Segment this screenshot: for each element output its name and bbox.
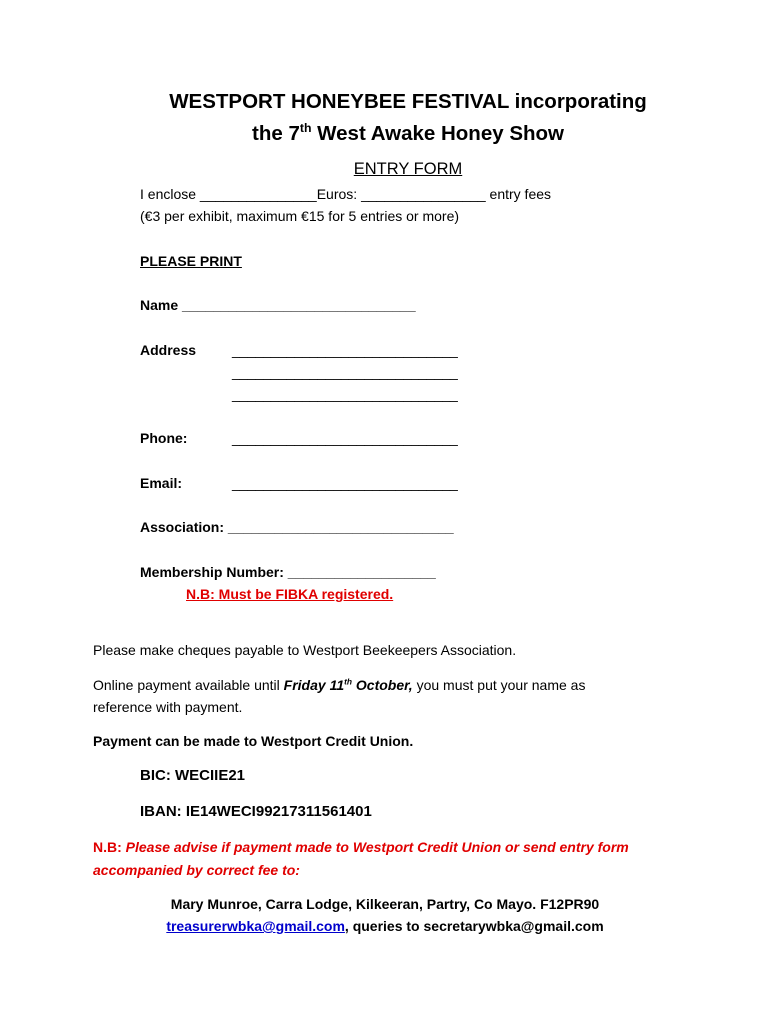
credit-union-note: Payment can be made to Westport Credit Union. bbox=[93, 733, 414, 749]
title-line-2 bbox=[0, 122, 770, 146]
advise-nb: N.B: bbox=[93, 839, 122, 855]
iban-code: IBAN: IE14WECI99217311561401 bbox=[140, 803, 372, 820]
cheques-note: Please make cheques payable to Westport Beekeepers Association. bbox=[93, 642, 517, 658]
contact-line bbox=[0, 918, 770, 934]
entry-form-heading: ENTRY FORM bbox=[353, 160, 463, 178]
email-field[interactable]: _____________________________ bbox=[232, 475, 458, 491]
fibka-note: N.B: Must be FIBKA registered. bbox=[186, 586, 394, 602]
title-line-2-pre: the 7 bbox=[252, 122, 300, 145]
address-line-3[interactable]: _____________________________ bbox=[232, 386, 458, 402]
title-superscript: th bbox=[299, 121, 312, 136]
advise-text: Please advise if payment made to Westport Credit Union or send entry form bbox=[121, 839, 629, 855]
online-date-pre: Friday 11 bbox=[283, 677, 345, 693]
online-date-superscript: th bbox=[344, 676, 353, 687]
queries-text: , queries to secretarywbka@gmail.com bbox=[344, 918, 604, 934]
name-field[interactable]: Name ______________________________ bbox=[140, 297, 416, 313]
online-date bbox=[284, 677, 413, 693]
online-payment-line-2: reference with payment. bbox=[93, 699, 243, 715]
treasurer-email-link[interactable]: treasurerwbka@gmail.com bbox=[166, 918, 345, 934]
email-label: Email: bbox=[140, 475, 183, 491]
address-label: Address bbox=[140, 342, 197, 358]
title-line-2-post: West Awake Honey Show bbox=[311, 122, 564, 145]
bic-code: BIC: WECIIE21 bbox=[140, 767, 246, 784]
online-pre: Online payment available until bbox=[93, 677, 284, 693]
address-line-2[interactable]: _____________________________ bbox=[232, 364, 458, 380]
online-post: you must put your name as bbox=[412, 677, 586, 693]
phone-field[interactable]: _____________________________ bbox=[232, 430, 458, 446]
please-print-heading: PLEASE PRINT bbox=[140, 253, 242, 269]
postal-address: Mary Munroe, Carra Lodge, Kilkeeran, Partry, Co Mayo. F12PR90 bbox=[170, 896, 600, 912]
association-field[interactable]: Association: _____________________________ bbox=[140, 519, 454, 535]
membership-number-field[interactable]: Membership Number: ___________________ bbox=[140, 564, 436, 580]
phone-label: Phone: bbox=[140, 430, 188, 446]
title-line-1: WESTPORT HONEYBEE FESTIVAL incorporating bbox=[169, 90, 647, 113]
online-payment-line-1 bbox=[93, 677, 585, 693]
enclose-line: I enclose _______________Euros: ________________ entry fees bbox=[140, 186, 552, 202]
address-line-1[interactable]: _____________________________ bbox=[232, 342, 458, 358]
advise-line-1 bbox=[93, 839, 629, 855]
online-date-post: October, bbox=[352, 677, 413, 693]
fee-note: (€3 per exhibit, maximum €15 for 5 entries or more) bbox=[140, 208, 460, 224]
advise-line-2: accompanied by correct fee to: bbox=[93, 862, 300, 878]
